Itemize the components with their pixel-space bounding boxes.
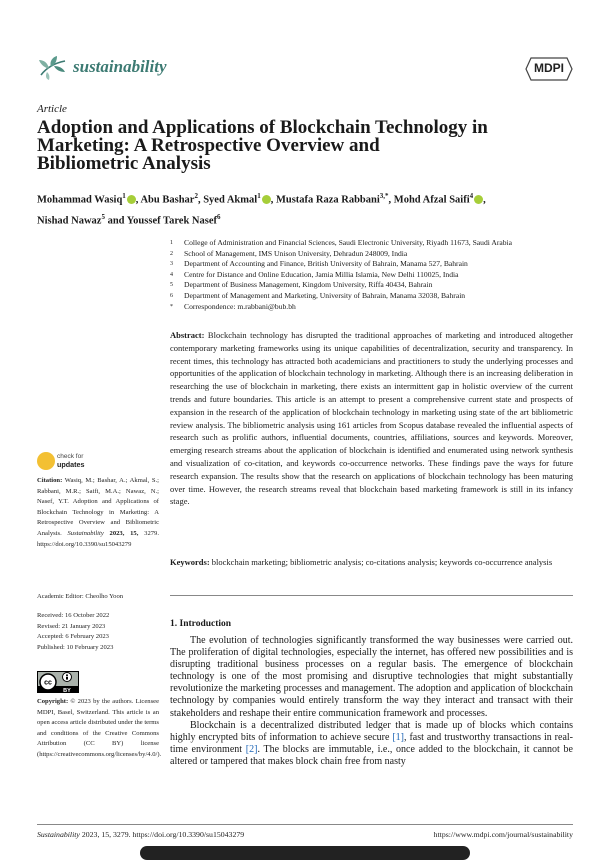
affiliations (170, 238, 580, 312)
date-accepted: Accepted: 6 February 2023 (37, 633, 109, 641)
affiliation-number: * (170, 303, 173, 310)
author-affiliation-number: 2 (194, 192, 198, 200)
author: Youssef Tarek Nasef (126, 215, 217, 226)
affiliation-text: Centre for Distance and Online Education, Jamia Millia Islamia, New Delhi 110025, India (184, 269, 459, 279)
cc-by-license-icon[interactable] (37, 671, 79, 693)
orcid-icon[interactable] (262, 195, 271, 204)
check-updates-icon (37, 452, 55, 470)
title-line: Marketing: A Retrospective Overview and (37, 135, 380, 156)
affiliation (170, 259, 580, 270)
abstract-text: Blockchain technology has disrupted the traditional approaches of marketing and introduced altogether contemporary marketing frameworks using its unique capabilities of decentralization, security and transparency. In recent times, this technology has attracted both academicians and practitioners to study the underlying processes and opportunities of the application of blockchain technology in marketing. Although there is an increasing deliberation in researching the use of blockchain in marketing, there exists an intermittent gap in holistic overview of the current trends and future boundaries. This article is an attempt to present a comprehensive current state and prospects of expansion in the research of the application of blockchain technology in marketing using state of the art bibliometric review analysis. The bibliometric analysis using 161 articles from Scopus database revealed the influential aspects of research such as prolific authors, influential documents, countries, affiliations, sources and keywords. Moreover, emerging research streams about the application of blockchain is identified and enumerated using network synthesis and visualization of co-citation, and keywords co-occurrence networks. These findings pave the ways for future research expansion. The results show that the research on applications of blockchain technology has been maturing over time. However, the research streams reveal that blockchain based marketing framework is still in its infancy stage. (170, 330, 574, 507)
citation-journal: Sustainability (67, 529, 104, 537)
affiliation (170, 291, 580, 302)
affiliation-text: Department of Management and Marketing, University of Bahrain, Manama 32038, Bahrain (184, 290, 466, 300)
dates (37, 611, 159, 653)
author-affiliation-number: 5 (101, 212, 105, 221)
paragraph: Blockchain is a decentralized distributed ledger that is made up of blocks which contains highly encrypted bits of information to achieve secure [1], fast and trustworthy transactions in real-time environment [2]. The blocks are immutable, i.e., once added to the blockchain, it cannot be altered or tampered that makes block chain free from nasty (170, 719, 573, 767)
academic-editor: Academic Editor: Cheolho Yoon (37, 593, 124, 600)
abstract (170, 329, 573, 508)
citation-authors: Wasiq, M.; Bashar, A.; Akmal, S.; Rabbani, M.R.; Saifi, M.A.; Nawaz, N.; Nasef, Y.T. Adoption and Applications of Blockchain Technology in Marketing: A Retrospective Overview and Bibliometric Analysis. (37, 477, 159, 537)
date-revised: Revised: 21 January 2023 (37, 622, 106, 630)
article-title (37, 119, 557, 173)
copyright (37, 697, 162, 761)
copyright-text: © 2023 by the authors. Licensee MDPI, Basel, Switzerland. This article is an open access article distributed under the terms and conditions of the Creative Commons Attribution (CC BY) license (https://creativecommons.org/licenses/by/4.0/). (37, 698, 162, 758)
affiliation (170, 249, 580, 260)
footer-citation (37, 830, 244, 839)
footer-journal: Sustainability (37, 830, 80, 839)
affiliation-number: 3 (170, 261, 173, 268)
citation-link[interactable]: [1] (392, 731, 405, 743)
publisher-logo (525, 57, 573, 81)
journal-logo-icon (37, 55, 67, 81)
check-line-1: check for (57, 453, 84, 460)
orcid-icon[interactable] (127, 195, 136, 204)
author-affiliation-number: 4 (469, 192, 474, 200)
body-text (170, 635, 573, 768)
paragraph: The evolution of technologies significantly transformed the way businesses were carried out. The proliferation of digital technologies, especially the internet, has offered new possibilities and is disrupting traditional business processes on a regular basis. The emergence of blockchain technology is one of the most promising and disruptive technologies that might substantially revolutionize the marketing processes and management. The adoption and application of blockchain technology by companies would entirely transform the way they interact and transact with their stakeholders and reshape their entire communication framework and processes. (170, 635, 573, 719)
affiliation (170, 238, 580, 249)
title-line: Bibliometric Analysis (37, 153, 211, 174)
keywords-label: Keywords: (170, 557, 210, 567)
author-separator: , (483, 194, 486, 206)
affiliation-text: College of Administration and Financial Sciences, Saudi Electronic University, Riyadh 11673, Saudi Arabia (184, 238, 513, 247)
affiliation (170, 302, 580, 313)
author-affiliation-number: 1 (122, 192, 126, 200)
cc-label: BY (63, 687, 71, 693)
footer-journal-url[interactable]: https://www.mdpi.com/journal/sustainability (433, 830, 573, 839)
author-separator: and (104, 215, 127, 226)
copyright-label: Copyright: (37, 698, 69, 705)
date-published: Published: 10 February 2023 (37, 643, 114, 651)
author-separator: , (388, 194, 394, 206)
citation-link[interactable]: [2] (245, 743, 258, 755)
citation-doi[interactable]: 3279. https://doi.org/10.3390/su15043279 (37, 529, 159, 548)
keywords (170, 556, 573, 569)
affiliation-number: 6 (170, 292, 173, 299)
journal-name: sustainability (73, 57, 167, 76)
svg-text:cc: cc (44, 679, 52, 687)
affiliation-text: Department of Business Management, Kingdom University, Riffa 40434, Bahrain (184, 280, 433, 290)
citation-volume: 2023, 15, (109, 529, 139, 537)
date-received: Received: 16 October 2022 (37, 612, 110, 619)
orcid-icon[interactable] (474, 195, 483, 204)
affiliation-text: Department of Accounting and Finance, British University of Bahrain, Manama 527, Bahrain (184, 259, 468, 269)
author: Nishad Nawaz (37, 215, 102, 226)
citation-label: Citation: (37, 477, 63, 484)
check-line-2: updates (57, 459, 85, 469)
author-affiliation-number: 3,* (379, 192, 389, 200)
article-type: Article (37, 103, 67, 115)
author-separator: , (135, 194, 141, 206)
author-separator: , (270, 194, 276, 206)
scroll-bar[interactable] (140, 846, 470, 860)
author: Mohammad Wasiq (37, 194, 123, 206)
affiliation-number: 1 (170, 240, 173, 246)
affiliation-text[interactable]: Correspondence: m.rabbani@bub.bh (184, 301, 296, 311)
affiliation-number: 5 (170, 282, 173, 289)
citation (37, 476, 159, 550)
keywords-text: blockchain marketing; bibliometric analysis; co-citations analysis; keywords co-occurrence analysis (211, 557, 553, 567)
affiliation-text: School of Management, IMS Unison University, Dehradun 248009, India (184, 248, 408, 258)
author: Mustafa Raza Rabbani (275, 194, 380, 206)
footer-divider (37, 824, 573, 825)
title-line: Adoption and Applications of Blockchain Technology in (37, 117, 488, 138)
footer-doi[interactable]: 2023, 15, 3279. https://doi.org/10.3390/su15043279 (81, 830, 245, 839)
publisher-name: MDPI (534, 61, 564, 75)
check-for-updates-button[interactable] (37, 452, 127, 474)
author: Abu Bashar (140, 194, 195, 206)
affiliation-number: 2 (170, 250, 173, 257)
author-affiliation-number: 6 (217, 212, 221, 221)
affiliation (170, 270, 580, 281)
section-title: 1. Introduction (170, 619, 232, 629)
author-list (37, 188, 567, 229)
author: Syed Akmal (203, 194, 258, 206)
abstract-label: Abstract: (170, 330, 205, 340)
author-affiliation-number: 1 (257, 192, 261, 200)
affiliation-number: 4 (170, 271, 173, 278)
divider (170, 595, 573, 596)
author: Mohd Afzal Saifi (393, 194, 470, 206)
author-separator: , (197, 194, 204, 206)
affiliation (170, 280, 580, 291)
